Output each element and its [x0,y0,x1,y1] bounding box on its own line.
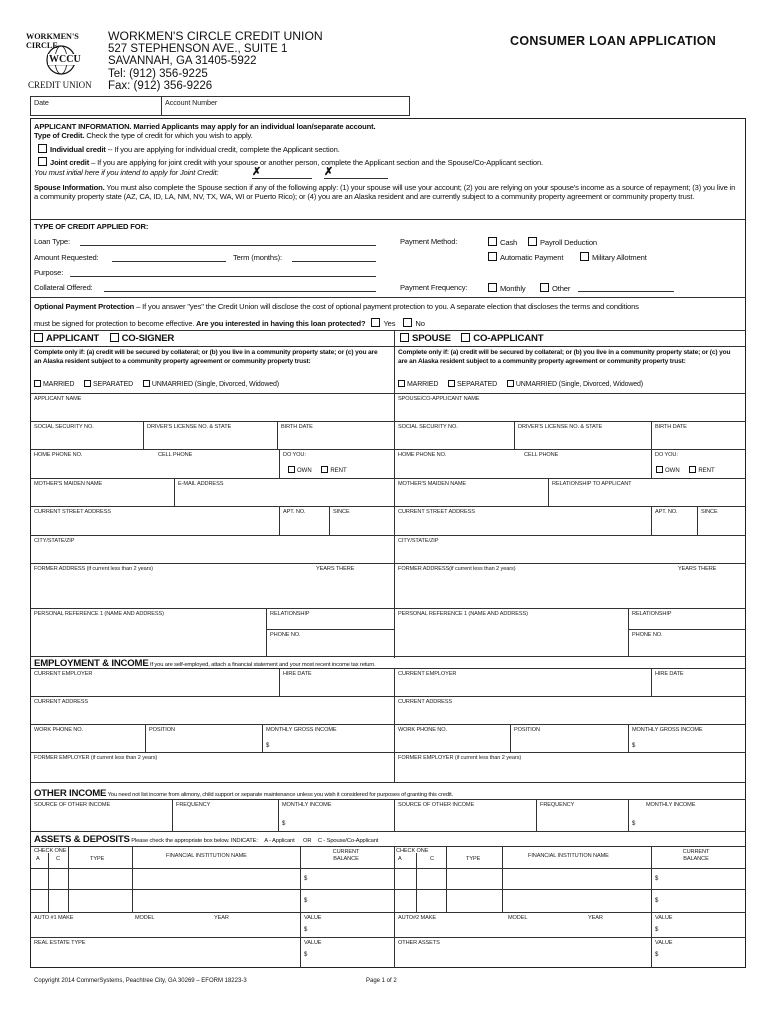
applicant-name-input[interactable] [31,403,393,420]
protection-line-2 [34,318,425,328]
spouse-relationship-label: RELATIONSHIP [632,611,672,617]
applicant-relationship-label: RELATIONSHIP [270,611,310,617]
amount-requested-field[interactable] [112,261,226,262]
other-option [540,283,570,293]
applicant-married-label: MARRIED [43,381,75,388]
emp-employer-label: CURRENT EMPLOYER [34,671,93,677]
protection-yes-checkbox[interactable] [371,318,380,327]
emp-income-label: MONTHLY GROSS INCOME [266,727,337,733]
applicant-street-label: CURRENT STREET ADDRESS [34,509,111,515]
applicant-since-label: SINCE [333,509,350,515]
applicant-home-phone-label: HOME PHONE NO. [34,452,83,458]
cash-label: Cash [500,238,518,247]
spouse-own-rent [656,466,715,474]
individual-credit-text: -- If you are applying for individual credit, complete the Applicant section. [105,145,340,154]
assets-indicate-or: OR [303,838,312,844]
applicant-email-label: E-MAIL ADDRESS [178,481,224,487]
payment-method-label: Payment Method: [400,237,458,246]
account-number-input[interactable] [162,105,409,116]
asset-dollar-2: $ [304,898,308,904]
spouse-unmarried-checkbox[interactable] [507,380,514,387]
spouse-apt-label: APT. NO. [655,509,678,515]
applicant-info-heading: APPLICANT INFORMATION. Married Applicants may apply for an individual loan/separate account. [34,122,376,131]
other-assets-label: OTHER ASSETS [398,940,440,946]
protection-no-checkbox[interactable] [403,318,412,327]
automatic-option [488,252,563,262]
org-block [108,30,323,93]
cosigner-checkbox[interactable] [110,333,119,342]
initial-instruction: You must initial here if you intend to apply for Joint Credit: [34,168,219,177]
term-field[interactable] [292,261,376,262]
applicant-rent-checkbox[interactable] [321,466,328,473]
spouse-asset-balance-label: CURRENT BALANCE [682,849,710,862]
spouse-separated-label: SEPARATED [457,381,498,388]
collateral-label: Collateral Offered: [34,283,93,292]
org-address-1: 527 STEPHENSON AVE., SUITE 1 [108,42,288,55]
monthly-label: Monthly [500,284,526,293]
protection-text-2: must be signed for protection to become effective. [34,319,195,328]
applicant-own-rent [288,466,347,474]
protection-yes-label: Yes [383,319,396,328]
other-label: Other [552,284,571,293]
spouse-married-label: MARRIED [407,381,439,388]
applicant-rent-label: RENT [330,468,347,474]
term-label: Term (months): [233,253,282,262]
spouse-oi-frequency-label: FREQUENCY [540,802,575,808]
payment-frequency-label: Payment Frequency: [400,283,468,292]
spouse-emp-position-label: POSITION [514,727,540,733]
spouse-street-label: CURRENT STREET ADDRESS [398,509,475,515]
spouse-info-label: Spouse Information. [34,183,105,192]
org-fax: Fax: (912) 356-9226 [108,80,213,92]
applicant-separated-checkbox[interactable] [84,380,91,387]
oi-dollar: $ [282,821,286,827]
protection-line-1 [34,302,639,311]
spouse-info-text: You must also complete the Spouse section if any of the following apply: (1) your spouse will use your account; (2) you are relying on your spouse's income as a source of repayment; (3) you live in a community property state (AZ, CA, ID, LA, NM, NV, TX, WA, WI or Puerto Rico); or (4) you are an Alaska resident and are currently subject to a community property agreement or community property trust. [34,183,736,202]
applicant-heading [34,333,174,344]
asset-type-label: TYPE [90,856,105,862]
spouse-emp-former-label: FORMER EMPLOYER (if current less than 2 years) [398,755,522,761]
account-number-label: Account Number [165,98,218,107]
logo [22,30,100,94]
military-option [580,252,647,262]
footer-copyright: Copyright 2014 CommerSystems, Peachtree City, GA 30269 – EFORM 18223-3 [34,978,247,984]
footer-page: Page 1 of 2 [366,978,397,984]
spouse-asset-check-one-label: CHECK ONE [396,848,429,854]
applicant-ssn-label: SOCIAL SECURITY NO. [34,424,94,430]
individual-credit-line [38,144,340,154]
asset-institution-label: FINANCIAL INSTITUTION NAME [166,853,247,859]
emp-address-label: CURRENT ADDRESS [34,699,89,705]
spouse-checkbox[interactable] [400,333,409,342]
spouse-rent-checkbox[interactable] [689,466,696,473]
monthly-checkbox[interactable] [488,283,497,292]
assets-note: Please check the appropriate box below. INDICATE: [129,838,258,844]
applicant-phone-label: PHONE NO. [270,632,301,638]
spouse-maiden-label: MOTHER'S MAIDEN NAME [398,481,467,487]
protection-text: – If you answer "yes" the Credit Union will disclose the cost of optional payment protection to you. A separate election that discloses the terms and conditions [134,302,639,311]
spouse-asset-dollar-2: $ [655,898,659,904]
applicant-note: Complete only if: (a) credit will be secured by collateral; or (b) you live in a community property state; or (c) you are an Alaska resident subject to a community property agreement or community property trust: [34,349,378,365]
spouse-cell-label: CELL PHONE [524,452,559,458]
joint-credit-text: – If you are applying for joint credit with your spouse or another person, complete the Applicant section and the Spouse/Co-Applicant section. [89,158,544,167]
org-name: WORKMEN'S CIRCLE CREDIT UNION [108,29,323,43]
spouse-phone-label: PHONE NO. [632,632,663,638]
org-address-2: SAVANNAH, GA 31405-5922 [108,55,257,67]
automatic-label: Automatic Payment [500,253,564,262]
applicant-own-checkbox[interactable] [288,466,295,473]
applicant-checkbox[interactable] [34,333,43,342]
type-of-credit-line [34,131,253,140]
applicant-ref-label: PERSONAL REFERENCE 1 (NAME AND ADDRESS) [34,611,164,617]
amount-requested-label: Amount Requested: [34,253,99,262]
other-income-note: You need not list income from alimony, child support or separate maintenance unless you wish it considered for purposes of granting this credit. [106,792,453,798]
auto1-model-label: MODEL [135,915,155,921]
spouse-ssn-label: SOCIAL SECURITY NO. [398,424,458,430]
asset-c-label: C [56,856,60,862]
real-estate-value-label: VALUE [304,940,322,946]
auto2-value-label: VALUE [655,915,673,921]
date-input[interactable] [31,105,160,116]
spouse-ref-label: PERSONAL REFERENCE 1 (NAME AND ADDRESS) [398,611,528,617]
military-label: Military Allotment [592,253,647,262]
spouse-relationship-app-label: RELATIONSHIP TO APPLICANT [552,481,632,487]
auto2-year-label: YEAR [588,915,603,921]
protection-label: Optional Payment Protection [34,302,135,311]
applicant-city-label: CITY/STATE/ZIP [34,538,75,544]
employment-note: If you are self-employed, attach a financial statement and your most recent income tax return. [148,662,376,668]
assets-heading-label: ASSETS & DEPOSITS [34,834,130,845]
spouse-emp-income-dollar: $ [632,743,636,749]
other-checkbox[interactable] [540,283,549,292]
collateral-field[interactable] [104,291,376,292]
spouse-former-label: FORMER ADDRESS(if current less than 2 years) [398,566,516,572]
spouse-heading [400,333,543,344]
form-title: CONSUMER LOAN APPLICATION [510,34,717,48]
automatic-checkbox[interactable] [488,252,497,261]
oi-monthly-label: MONTHLY INCOME [282,802,332,808]
spouse-birth-label: BIRTH DATE [655,424,687,430]
individual-credit-checkbox[interactable] [38,144,47,153]
applicant-unmarried-checkbox[interactable] [143,380,150,387]
auto2-make-label: AUTO#2 MAKE [398,915,436,921]
payroll-checkbox[interactable] [528,237,537,246]
applicant-name-label: APPLICANT NAME [34,396,82,402]
cash-checkbox[interactable] [488,237,497,246]
assets-heading [34,834,378,845]
applicant-former-label: FORMER ADDRESS (if current less than 2 years) [34,566,153,572]
spouse-oi-dollar: $ [632,821,636,827]
auto2-dollar: $ [655,927,659,933]
individual-credit-label: Individual credit [50,145,106,154]
applicant-marital [34,380,279,389]
spouse-asset-c-label: C [430,856,434,862]
applicant-cell-label: CELL PHONE [158,452,193,458]
spouse-rent-label: RENT [698,468,715,474]
applicant-heading-label: APPLICANT [46,333,100,344]
emp-position-label: POSITION [149,727,175,733]
auto1-dollar: $ [304,927,308,933]
real-estate-label: REAL ESTATE TYPE [34,940,86,946]
logo-bottom-text: CREDIT UNION [28,80,92,90]
applicant-unmarried-label: UNMARRIED (Single, Divorced, Widowed) [151,381,279,388]
loan-type-field[interactable] [80,245,376,246]
x-mark-icon: ✗ [252,166,262,178]
applicant-dl-label: DRIVER'S LICENSE NO. & STATE [147,424,232,430]
applicant-birth-label: BIRTH DATE [281,424,313,430]
credit-applied-heading: TYPE OF CREDIT APPLIED FOR: [34,222,149,231]
applicant-do-you-label: DO YOU: [283,452,306,458]
date-account-box [30,96,410,116]
spouse-do-you-label: DO YOU: [655,452,678,458]
auto2-model-label: MODEL [508,915,528,921]
applicant-separated-label: SEPARATED [93,381,134,388]
spouse-information [34,183,740,201]
emp-hire-label: HIRE DATE [283,671,312,677]
coapplicant-heading-label: CO-APPLICANT [473,333,544,344]
spouse-marital [398,380,643,389]
monthly-option [488,283,526,293]
protection-no-label: No [415,319,425,328]
spouse-oi-source-label: SOURCE OF OTHER INCOME [398,802,475,808]
assets-indicate-a: A - Applicant [264,838,295,844]
initial-field-2[interactable] [324,178,388,179]
applicant-married-checkbox[interactable] [34,380,41,387]
spouse-married-checkbox[interactable] [398,380,405,387]
other-income-heading [34,788,453,799]
org-tel: Tel: (912) 356-9225 [108,67,208,80]
joint-credit-checkbox[interactable] [38,157,47,166]
spouse-emp-address-label: CURRENT ADDRESS [398,699,453,705]
logo-mid-text: WCCU [49,54,81,65]
spouse-own-checkbox[interactable] [656,466,663,473]
spouse-asset-type-label: TYPE [466,856,481,862]
spouse-unmarried-label: UNMARRIED (Single, Divorced, Widowed) [515,381,643,388]
payroll-label: Payroll Deduction [540,238,597,247]
spouse-city-label: CITY/STATE/ZIP [398,538,439,544]
spouse-note: Complete only if: (a) credit will be secured by collateral; or (b) you live in a community property state; or (c) you are an Alaska resident subject to a community property agreement or community property trust: [398,349,731,365]
purpose-label: Purpose: [34,268,64,277]
asset-check-one-label: CHECK ONE [34,848,67,854]
asset-a-label: A [36,856,40,862]
emp-former-label: FORMER EMPLOYER (if current less than 2 years) [34,755,158,761]
applicant-years-label: YEARS THERE [316,566,355,572]
spouse-asset-institution-label: FINANCIAL INSTITUTION NAME [528,853,609,859]
oi-source-label: SOURCE OF OTHER INCOME [34,802,111,808]
emp-income-dollar: $ [266,743,270,749]
spouse-emp-hire-label: HIRE DATE [655,671,684,677]
spouse-emp-work-phone-label: WORK PHONE NO. [398,727,447,733]
asset-balance-label: CURRENT BALANCE [332,849,360,862]
x-mark-icon: ✗ [324,166,334,178]
spouse-years-label: YEARS THERE [678,566,717,572]
auto1-value-label: VALUE [304,915,322,921]
type-of-credit-text: Check the type of credit for which you wish to apply. [84,131,253,140]
emp-work-phone-label: WORK PHONE NO. [34,727,83,733]
spouse-oi-monthly-label: MONTHLY INCOME [646,802,696,808]
logo-top-text: WORKMEN'S CIRCLE [26,32,79,50]
protection-question: Are you interested in having this loan protected? [194,319,366,328]
spouse-emp-income-label: MONTHLY GROSS INCOME [632,727,703,733]
cash-option [488,237,517,247]
other-assets-dollar: $ [655,952,659,958]
applicant-apt-label: APT. NO. [283,509,306,515]
cosigner-heading-label: CO-SIGNER [121,333,175,344]
spouse-asset-dollar-1: $ [655,876,659,882]
other-frequency-field[interactable] [578,291,674,292]
spouse-since-label: SINCE [701,509,718,515]
spouse-separated-checkbox[interactable] [448,380,455,387]
military-checkbox[interactable] [580,252,589,261]
employment-heading-label: EMPLOYMENT & INCOME [34,658,149,669]
applicant-maiden-label: MOTHER'S MAIDEN NAME [34,481,103,487]
payroll-option [528,237,597,247]
type-of-credit-label: Type of Credit. [34,131,85,140]
asset-dollar-1: $ [304,876,308,882]
other-assets-value-label: VALUE [655,940,673,946]
coapplicant-checkbox[interactable] [461,333,470,342]
loan-type-label: Loan Type: [34,237,70,246]
initial-field-1[interactable] [252,178,312,179]
spouse-emp-employer-label: CURRENT EMPLOYER [398,671,457,677]
joint-credit-label: Joint credit [50,158,90,167]
other-income-heading-label: OTHER INCOME [34,788,107,799]
purpose-field[interactable] [70,276,376,277]
real-estate-dollar: $ [304,952,308,958]
assets-indicate-c: C - Spouse/Co-Applicant [317,838,379,844]
auto1-make-label: AUTO #1 MAKE [34,915,74,921]
oi-frequency-label: FREQUENCY [176,802,211,808]
date-label: Date [34,98,49,107]
joint-credit-line [38,157,543,167]
spouse-asset-a-label: A [398,856,402,862]
spouse-name-label: SPOUSE/CO-APPLICANT NAME [398,396,480,402]
spouse-dl-label: DRIVER'S LICENSE NO. & STATE [518,424,603,430]
spouse-name-input[interactable] [395,403,745,420]
spouse-own-label: OWN [665,468,680,474]
spouse-heading-label: SPOUSE [412,333,451,344]
auto1-year-label: YEAR [214,915,229,921]
spouse-home-phone-label: HOME PHONE NO. [398,452,447,458]
applicant-own-label: OWN [297,468,312,474]
